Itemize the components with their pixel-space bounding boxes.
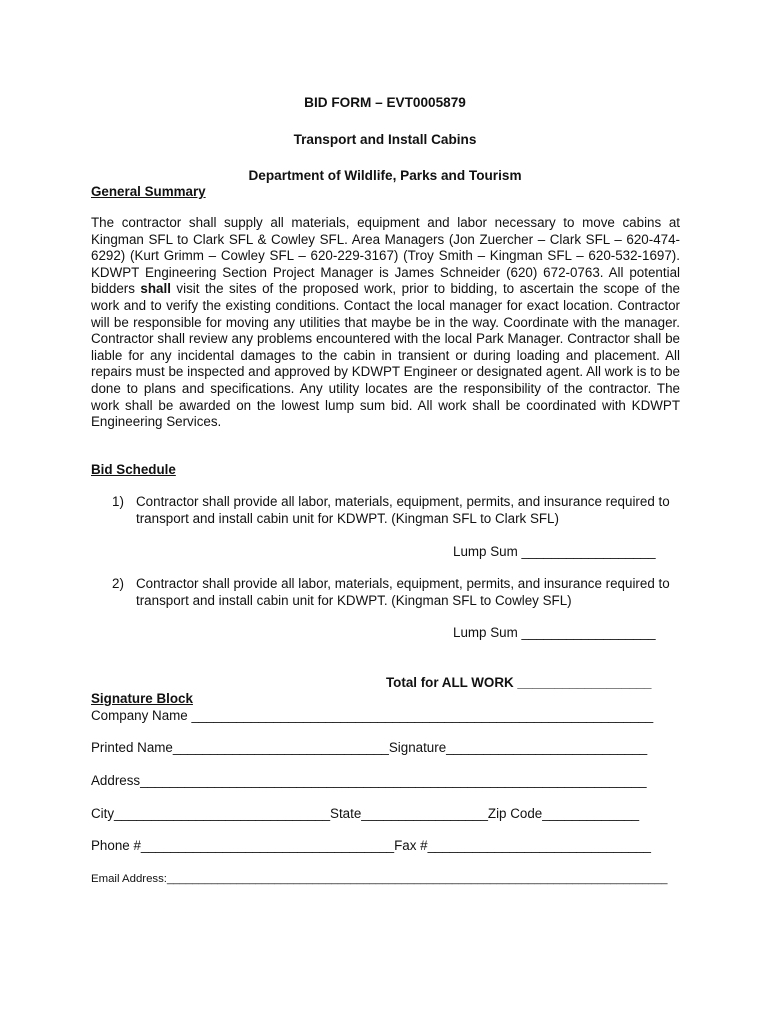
summary-emphasis: shall <box>140 281 171 297</box>
summary-text-part-2: visit the sites of the proposed work, prior to bidding, to ascertain the scope of the work and to verify the existing conditions. Contact the local manager for exact location. Contractor will be responsible for moving any utilities that maybe be in the way. Coordinate with the manager. Contractor shall review any problems encountered with the local Park Manager. Contractor shall be liable for any incidental damages to the cabin in transient or during loading and placement. All repairs must be inspected and approved by KDWPT Engineer or designated agent. All work is to be done to plans and specifications. Any utility locates are the responsibility of the contractor. The work shall be awarded on the lowest lump sum bid. All work shall be coordinated with KDWPT Engineering Services. <box>91 281 680 430</box>
bid-item-text: Contractor shall provide all labor, materials, equipment, permits, and insurance required to transport and install cabin unit for KDWPT. (Kingman SFL to Cowley SFL) <box>136 576 670 608</box>
phone-fax-field[interactable]: Phone #__________________________________Fax #______________________________ <box>91 838 652 853</box>
email-address-field[interactable]: Email Address:_______________________________________________________________________________ <box>91 873 668 885</box>
address-field[interactable]: Address____________________________________________________________________ <box>91 773 647 788</box>
bid-item-number: 2) <box>112 576 124 591</box>
general-summary-heading: General Summary <box>91 184 206 199</box>
lump-sum-field[interactable]: Lump Sum __________________ <box>453 625 656 640</box>
bid-schedule-heading: Bid Schedule <box>91 462 176 477</box>
department-name: Department of Wildlife, Parks and Tourism <box>248 168 522 183</box>
printed-name-signature-field[interactable]: Printed Name_____________________________Signature___________________________ <box>91 740 648 755</box>
signature-block-heading: Signature Block <box>91 691 193 706</box>
document-subtitle: Transport and Install Cabins <box>293 132 477 147</box>
city-state-zip-field[interactable]: City_____________________________State_________________Zip Code_____________ <box>91 806 640 821</box>
company-name-field[interactable]: Company Name ______________________________________________________________ <box>91 708 654 723</box>
general-summary-text <box>91 215 680 431</box>
bid-item-text: Contractor shall provide all labor, materials, equipment, permits, and insurance required to transport and install cabin unit for KDWPT. (Kingman SFL to Clark SFL) <box>136 494 670 526</box>
document-title: BID FORM – EVT0005879 <box>304 95 466 110</box>
total-all-work-field[interactable]: Total for ALL WORK __________________ <box>386 675 652 690</box>
bid-item-number: 1) <box>112 494 124 509</box>
summary-text-part-1: The contractor shall supply all materials, equipment and labor necessary to move cabins at Kingman SFL to Clark SFL & Cowley SFL. Area Managers (Jon Zuercher – Clark SFL – 620-474-6292) (Kurt Grimm – Cowley SFL – 620-229-3167) (Troy Smith – Kingman SFL – 620-532-1697). KDWPT Engineering Section Project Manager is James Schneider (620) 672-0763. All potential bidders <box>91 215 680 297</box>
lump-sum-field[interactable]: Lump Sum __________________ <box>453 544 656 559</box>
